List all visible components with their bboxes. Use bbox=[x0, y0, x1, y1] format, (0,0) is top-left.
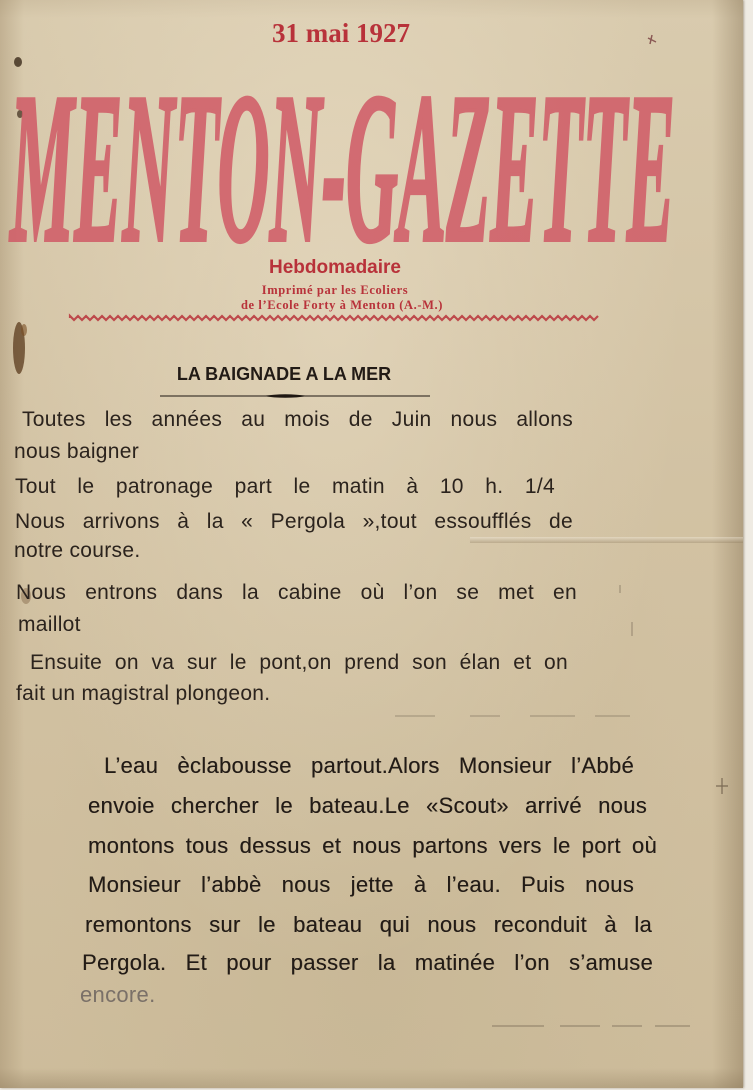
ink-speck bbox=[648, 35, 656, 44]
text-line: Toutes les années au mois de Juin nous allons bbox=[22, 408, 573, 431]
print-mark bbox=[620, 585, 632, 636]
ink-speck bbox=[716, 778, 728, 794]
masthead-wavy-rule bbox=[70, 310, 610, 326]
text-line: envoie chercher le bateau.Le «Scout» arrivé nous bbox=[88, 793, 647, 818]
publication-frequency: Hebdomadaire bbox=[269, 257, 401, 278]
text-line: encore. bbox=[80, 982, 156, 1007]
text-line: montons tous dessus et nous partons vers le port où bbox=[88, 833, 657, 858]
text-line: remontons sur le bateau qui nous reconduit à la bbox=[85, 912, 652, 937]
text-line: fait un magistral plongeon. bbox=[16, 682, 271, 705]
text-line: notre course. bbox=[14, 539, 141, 562]
text-line: Ensuite on va sur le pont,on prend son élan et on bbox=[30, 651, 568, 674]
heading-underline bbox=[158, 390, 443, 402]
text-line: nous baigner bbox=[14, 440, 140, 463]
text-line: Pergola. Et pour passer la matinée l’on s’amuse bbox=[82, 950, 653, 975]
masthead-title: MENTON-GAZETTE bbox=[8, 48, 675, 287]
text-line: Nous entrons dans la cabine où l’on se met en bbox=[16, 581, 577, 604]
text-line: Tout le patronage part le matin à 10 h. 1/4 bbox=[15, 475, 555, 498]
masthead-logo bbox=[0, 48, 700, 287]
issue-date: 31 mai 1927 bbox=[272, 18, 410, 48]
text-line: L’eau èclabousse partout.Alors Monsieur l’Abbé bbox=[104, 753, 634, 778]
text-line: Monsieur l’abbè nous jette à l’eau. Puis nous bbox=[88, 872, 634, 897]
text-line: Nous arrivons à la « Pergola »,tout essoufflés de bbox=[15, 510, 573, 533]
imprint-line: Imprimé par les Ecoliers bbox=[261, 283, 409, 297]
imprint-line: de l’Ecole Forty à Menton (A.-M.) bbox=[240, 298, 444, 312]
article-heading: LA BAIGNADE A LA MER bbox=[176, 364, 392, 384]
rust-stain bbox=[21, 324, 27, 336]
text-line: maillot bbox=[18, 613, 81, 636]
